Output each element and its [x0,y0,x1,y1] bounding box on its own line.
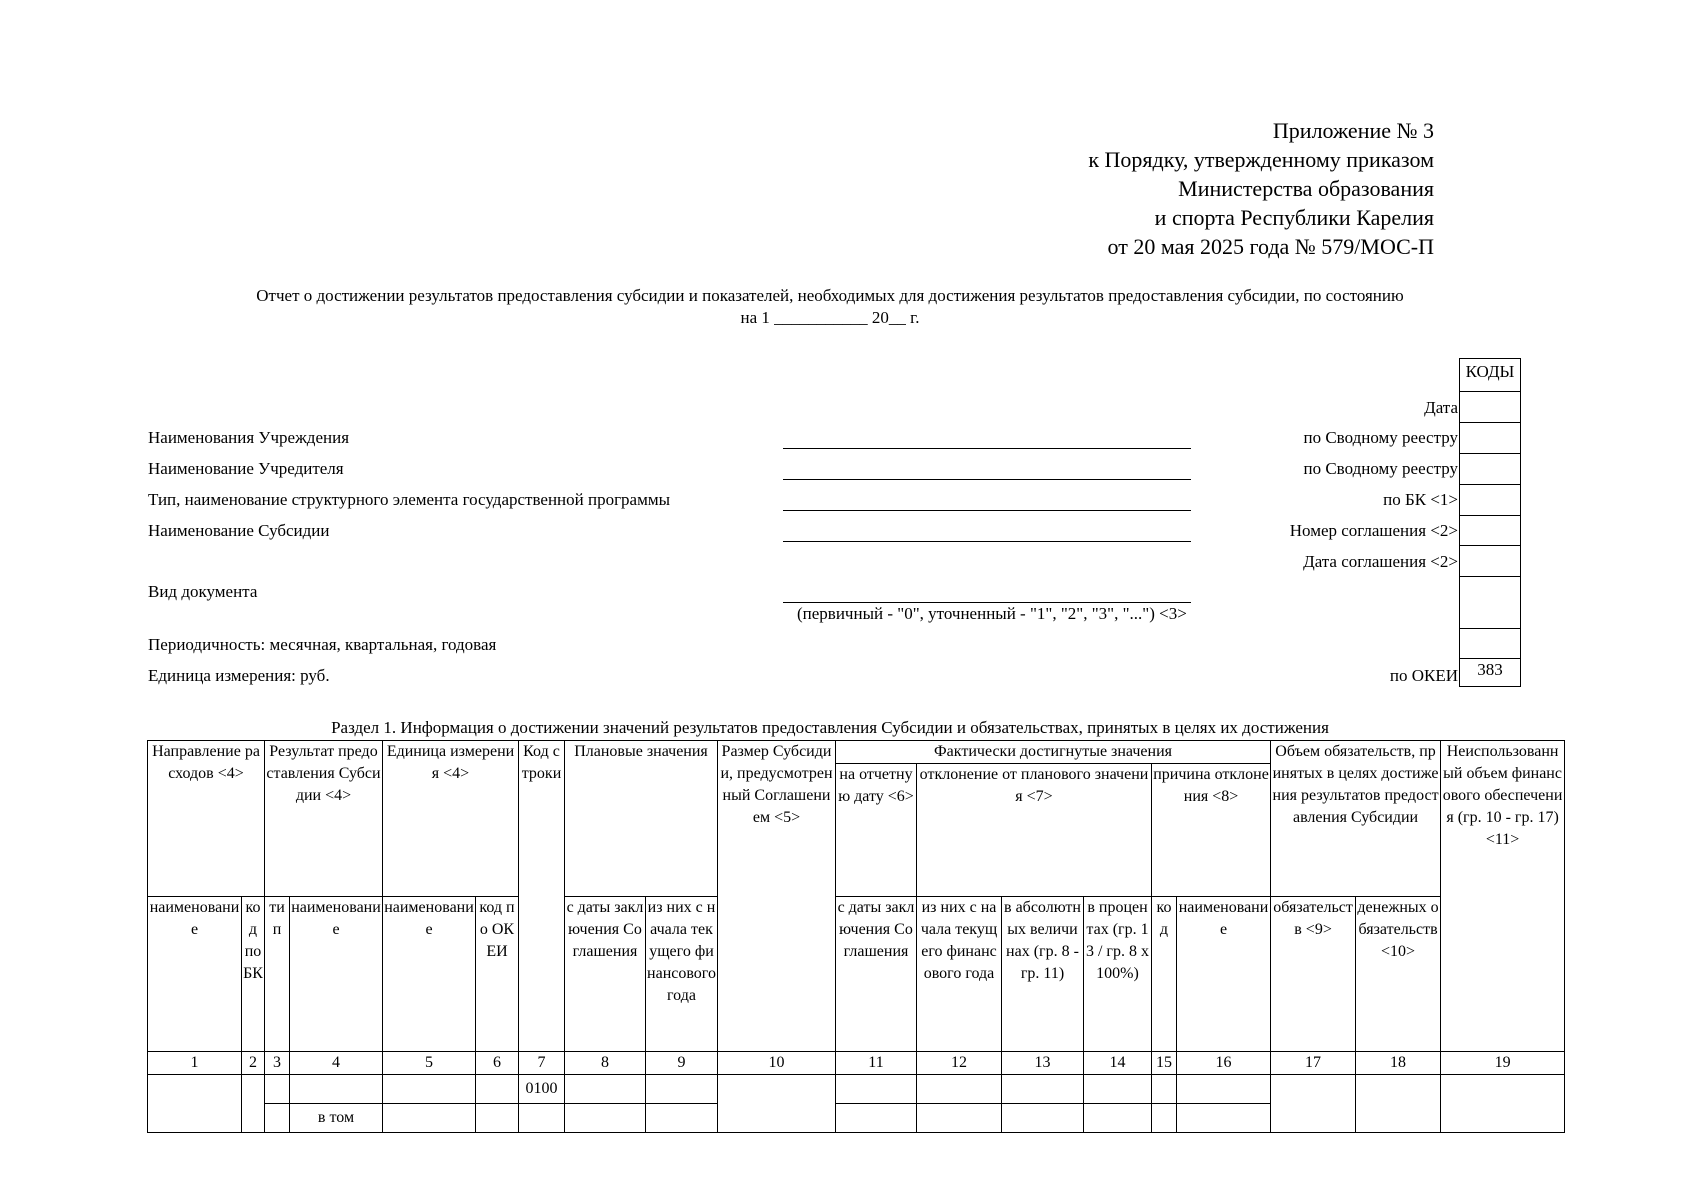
column-number: 17 [1271,1052,1356,1075]
column-number: 18 [1356,1052,1441,1075]
cell-plan-total[interactable] [565,1075,646,1104]
subheader-c14: в процентах (гр. 13 / гр. 8 x 100%) [1084,897,1152,1052]
consolidated-register-label-2: по Сводному реестру [1303,459,1458,478]
cell-deviation-abs[interactable] [1002,1075,1084,1104]
column-number: 8 [565,1052,646,1075]
cell-reason-name[interactable] [1177,1104,1271,1133]
header-obligations: Объем обязательств, принятых в целях достижения результатов предоставления Субсидии [1271,741,1441,897]
subheader-c8: с даты заключения Соглашения [565,897,646,1052]
appendix-line: от 20 мая 2025 года № 579/МОС-П [1107,234,1434,259]
column-number: 14 [1084,1052,1152,1075]
subheader-c5: наименование [383,897,476,1052]
appendix-line: к Порядку, утвержденному приказом [1088,147,1434,172]
cell-subsidy-size[interactable] [718,1075,836,1133]
cell-actual-total[interactable] [836,1075,917,1104]
column-number: 1 [148,1052,242,1075]
cell-result-type[interactable] [265,1104,290,1133]
subheader-c1: наименование [148,897,242,1052]
program-element-field[interactable] [783,510,1191,511]
column-number: 5 [383,1052,476,1075]
cell-result-name[interactable] [290,1075,383,1104]
report-title [140,285,1520,329]
document-kind-field[interactable] [783,602,1191,603]
cell-row-code: 0100 [519,1075,565,1104]
subheader-c11: с даты заключения Соглашения [836,897,917,1052]
header-unused: Неиспользованный объем финансового обеспечения (гр. 10 - гр. 17) <11> [1441,741,1565,1052]
subsidy-name-field[interactable] [783,541,1191,542]
report-title-line2: на 1 ___________ 20__ г. [740,308,920,327]
cell-unit-okei[interactable] [476,1104,519,1133]
cell-plan-total[interactable] [565,1104,646,1133]
subheader-c3: тип [265,897,290,1052]
header-at-date: на отчетную дату <6> [836,764,917,897]
subheader-c9: из них с начала текущего финансового года [646,897,718,1052]
institution-name-label: Наименования Учреждения [148,428,350,447]
header-row-code: Код строки [519,741,565,1052]
code-cell-register[interactable] [1460,453,1520,454]
document-kind-hint: (первичный - "0", уточненный - "1", "2", "3", "...") <3> [797,604,1187,623]
appendix-line: Приложение № 3 [1272,118,1434,143]
code-cell-date[interactable] [1460,422,1520,423]
codes-header: КОДЫ [1465,362,1515,381]
column-number: 16 [1177,1052,1271,1075]
cell-reason-code[interactable] [1152,1075,1177,1104]
cell-unused[interactable] [1441,1075,1565,1133]
cell-obligations[interactable] [1271,1075,1356,1133]
report-title-line1: Отчет о достижении результатов предоставления субсидии и показателей, необходимых для достижения результатов предоставления субсидии, по состоянию [256,286,1404,305]
subheader-c2: код по БК [242,897,265,1052]
cell-result-type[interactable] [265,1075,290,1104]
cell-unit-name[interactable] [383,1075,476,1104]
header-reason: причина отклонения <8> [1152,764,1271,897]
column-number: 15 [1152,1052,1177,1075]
column-number: 13 [1002,1052,1084,1075]
periodicity-label: Периодичность: месячная, квартальная, годовая [148,635,497,654]
header-actual: Фактически достигнутые значения [836,741,1271,764]
cell-reason-name[interactable] [1177,1075,1271,1104]
subheader-c12: из них с начала текущего финансового года [917,897,1002,1052]
cell-plan-year[interactable] [646,1104,718,1133]
cell-actual-year[interactable] [917,1104,1002,1133]
cell-unit-okei[interactable] [476,1075,519,1104]
column-number: 3 [265,1052,290,1075]
section-title: Раздел 1. Информация о достижении значений результатов предоставления Субсидии и обязательствах, принятых в целях их достижения [331,718,1329,737]
column-number: 4 [290,1052,383,1075]
cell-actual-year[interactable] [917,1075,1002,1104]
agreement-number-label: Номер соглашения <2> [1289,521,1458,540]
appendix-line: Министерства образования [1178,176,1434,201]
appendix-line: и спорта Республики Карелия [1154,205,1434,230]
code-cell-periodicity[interactable] [1460,658,1520,659]
agreement-date-label: Дата соглашения <2> [1303,552,1458,571]
cell-plan-year[interactable] [646,1075,718,1104]
date-label: Дата [1424,398,1458,417]
column-number: 19 [1441,1052,1565,1075]
founder-name-label: Наименование Учредителя [148,459,344,478]
header-direction: Направление расходов <4> [148,741,265,897]
document-kind-label: Вид документа [148,582,258,601]
column-number: 11 [836,1052,917,1075]
cell-money-obligations[interactable] [1356,1075,1441,1133]
header-deviation: отклонение от планового значения <7> [917,764,1152,897]
header-subsidy-size: Размер Субсидии, предусмотренный Соглашением <5> [718,741,836,1052]
code-cell-bk[interactable] [1460,515,1520,516]
cell-deviation-pct[interactable] [1084,1104,1152,1133]
header-result: Результат предоставления Субсидии <4> [265,741,383,897]
code-cell-agreement-date[interactable] [1460,576,1520,577]
subheader-c13: в абсолютных величинах (гр. 8 - гр. 11) [1002,897,1084,1052]
subheader-c16: наименование [1177,897,1271,1052]
cell-direction-name[interactable] [148,1075,242,1133]
header-planned: Плановые значения [565,741,718,897]
subheader-c6: код по ОКЕИ [476,897,519,1052]
codes-box [1459,358,1521,687]
subheader-c17: обязательств <9> [1271,897,1356,1052]
report-table [147,740,1565,1133]
column-number: 7 [519,1052,565,1075]
program-element-label: Тип, наименование структурного элемента государственной программы [148,490,671,509]
header-unit: Единица измерения <4> [383,741,519,897]
cell-actual-total[interactable] [836,1104,917,1133]
column-number: 9 [646,1052,718,1075]
cell-including-label: в том [290,1104,383,1133]
column-number: 2 [242,1052,265,1075]
institution-name-field[interactable] [783,448,1191,449]
column-number: 12 [917,1052,1002,1075]
code-cell-register-2[interactable] [1460,484,1520,485]
column-number: 6 [476,1052,519,1075]
subsidy-name-label: Наименование Субсидии [148,521,330,540]
code-cell-doc-kind[interactable] [1460,628,1520,629]
column-number-row [148,1052,1565,1075]
cell-unit-name[interactable] [383,1104,476,1133]
consolidated-register-label: по Сводному реестру [1303,428,1458,447]
subheader-c4: наименование [290,897,383,1052]
appendix-header [1088,116,1434,261]
cell-deviation-pct[interactable] [1084,1075,1152,1104]
subheader-c18: денежных обязательств <10> [1356,897,1441,1052]
bk-label: по БК <1> [1383,490,1458,509]
subheader-c15: код [1152,897,1177,1052]
okei-code-value: 383 [1477,660,1503,679]
founder-name-field[interactable] [783,479,1191,480]
unit-label: Единица измерения: руб. [148,666,330,685]
cell-reason-code[interactable] [1152,1104,1177,1133]
code-cell-agreement-number[interactable] [1460,545,1520,546]
table-row [148,1075,1565,1104]
cell-row-code[interactable] [519,1104,565,1133]
column-number: 10 [718,1052,836,1075]
cell-direction-code[interactable] [242,1075,265,1133]
cell-deviation-abs[interactable] [1002,1104,1084,1133]
okei-label: по ОКЕИ [1389,666,1458,685]
